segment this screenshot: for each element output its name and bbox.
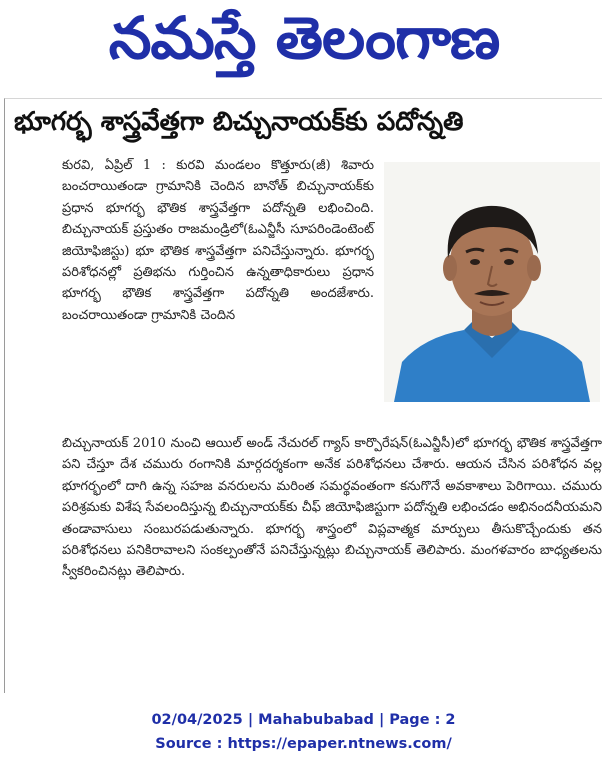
footer-source-line: Source : https://epaper.ntnews.com/ — [155, 736, 452, 752]
article-body-intro: కురవి, ఏప్రిల్ 1 : కురవి మండలం కొత్తూరు(జీ) శివారు బంచరాయితండా గ్రామానికి చెందిన బానోత్ బిచ్చునాయక్‌కు ప్రధాన భూగర్భ భౌతిక శాస్త్రవేత్తగా పదోన్నతి లభించింది. బిచ్చునాయక్ ప్రస్తుతం రాజమండ్రిలో(ఓఎన్జీసీ సూపరిండెంటెంట్ జియోఫిజిస్టు) భూ భౌతిక శాస్త్రవేత్తగా పనిచేస్తున్నారు. భూగర్భ పరిశోధనల్లో ప్రతిభను గుర్తించిన ఉన్నతాధికారులు ప్రధాన భూగర్భ భౌతిక శాస్త్రవేత్తగా పదోన్నతి అందజేశారు. బంచరాయితండా గ్రామానికి చెందిన — [62, 158, 374, 323]
masthead-title: నమస్తే తెలంగాణ — [108, 3, 499, 72]
portrait-photo — [384, 162, 600, 402]
footer-date-line: 02/04/2025 | Mahabubabad | Page : 2 — [151, 712, 456, 728]
article-body-continued: బిచ్చునాయక్ 2010 నుంచి ఆయిల్ అండ్ నేచురల్ గ్యాస్ కార్పొరేషన్(ఓఎన్జీసీ)లో భూగర్భ భౌతిక శాస్త్రవేత్తగా పని చేస్తూ దేశ చమురు రంగానికి మార్గదర్శకంగా అనేక పరిశోధనలు చేశారు. ఆయన చేసిన పరిశోధన వల్ల భూగర్భంలో దాగి ఉన్న సహజ వనరులను మరింత సమర్థవంతంగా కనుగొనే అవకాశాలు పెరిగాయి. చమురు పరిశ్రమకు విశేష సేవలందిస్తున్న బిచ్చునాయక్‌కు చీఫ్ జియోఫిజిస్టుగా పదోన్నతి లభించడం అభినందనీయమని తండావాసులు సంబురపడుతున్నారు. భూగర్భ శాస్త్రంలో విప్లవాత్మక మార్పులు తీసుకొచ్చేందుకు తన పరిశోధనలు పనికిరావాలని సంకల్పంతోనే పనిచేస్తున్నట్లు బిచ్చునాయక్ తెలిపారు. మంగళవారం బాధ్యతలను స్వీకరించినట్లు తెలిపారు. — [62, 436, 602, 580]
portrait-illustration — [384, 162, 600, 402]
masthead — [0, 2, 607, 88]
article-headline: భూగర్భ శాస్త్రవేత్తగా బిచ్చునాయక్‌కు పదోన్నతి — [14, 107, 464, 137]
